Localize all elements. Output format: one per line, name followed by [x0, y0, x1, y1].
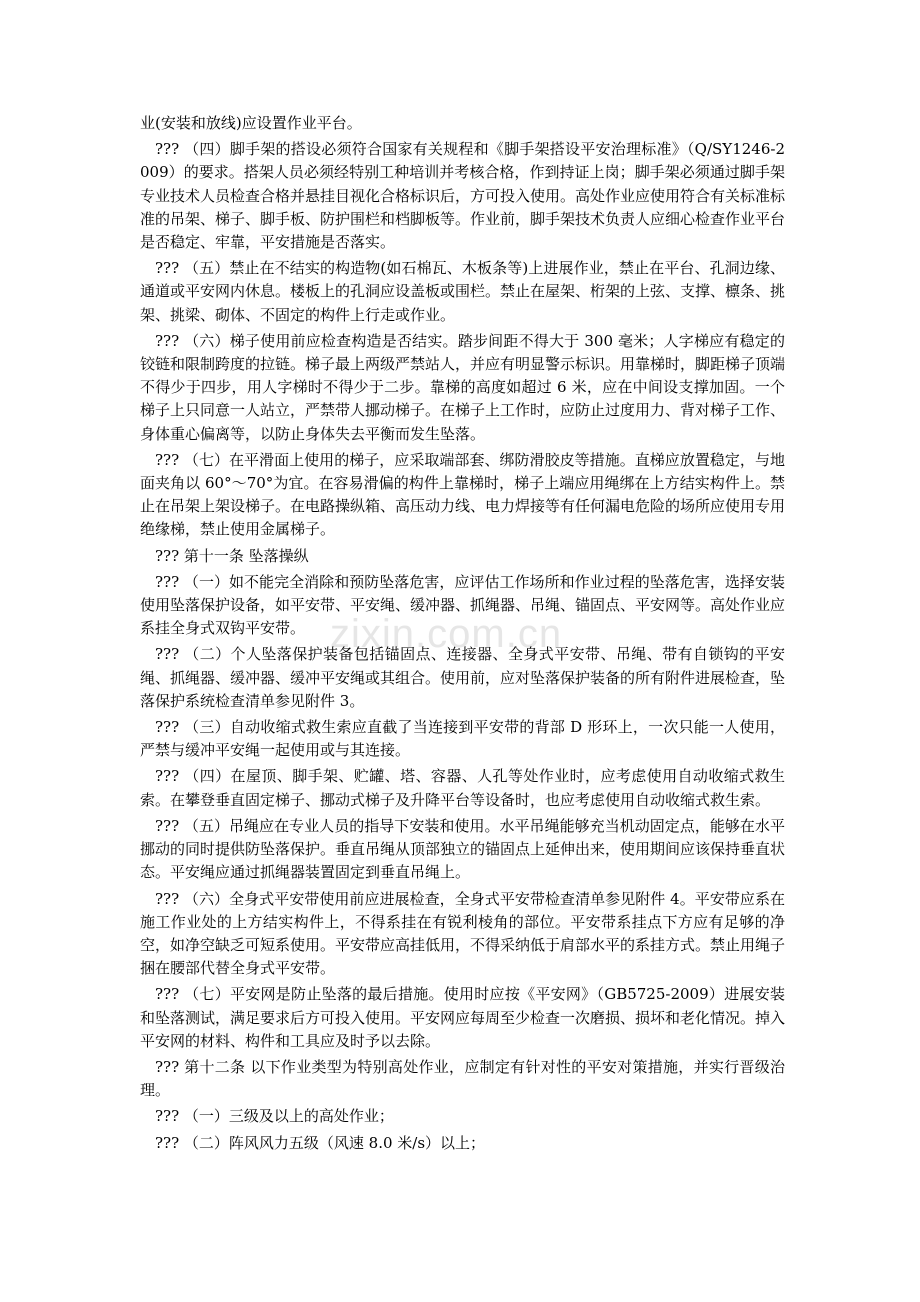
paragraph: ??? （七）平安网是防止坠落的最后措施。使用时应按《平安网》（GB5725-2009）进展安装和坠落测试，满足要求后方可投入使用。平安网应每周至少检查一次磨损、损坏和老化情况。掉入平安网的材料、构件和工具应及时予以去除。 [140, 985, 786, 1050]
section-heading: ??? 第十二条 以下作业类型为特别高处作业，应制定有针对性的平安对策措施，并实行晋级治理。 [140, 1057, 785, 1100]
paragraph: ??? （六）全身式平安带使用前应进展检查，全身式平安带检查清单参见附件 4。平安带应系在施工作业处的上方结实构件上，不得系挂在有锐利棱角的部位。平安带系挂点下方应有足够的净空，如净空缺乏可短系使用。平安带应高挂低用，不得采纳低于肩部水平的系挂方式。禁止用绳子捆在腰部代替全身式平安带。 [140, 889, 786, 978]
document-body [140, 112, 785, 1158]
paragraph: ??? （二）个人坠落保护装备包括锚固点、连接器、全身式平安带、吊绳、带有自锁钩的平安绳、抓绳器、缓冲器、缓冲平安绳或其组合。使用前，应对坠落保护装备的所有附件进展检查，坠落保护系统检查清单参见附件 3。 [140, 645, 786, 710]
section-heading: ??? 第十一条 坠落操纵 [155, 546, 309, 565]
paragraph: 业(安装和放线)应设置作业平台。 [140, 114, 362, 132]
paragraph: ??? （四）脚手架的搭设必须符合国家有关规程和《脚手架搭设平安治理标准》（Q/SY1246-2009）的要求。搭架人员必须经特别工种培训并考核合格，作到持证上岗；脚手架必须通过脚手架专业技术人员检查合格并悬挂目视化合格标识后，方可投入使用。高处作业应使用符合有关标准标准的吊架、梯子、脚手板、防护围栏和档脚板等。作业前，脚手架技术负责人应细心检查作业平台是否稳定、牢靠，平安措施是否落实。 [140, 140, 786, 252]
paragraph: ??? （三）自动收缩式救生索应直截了当连接到平安带的背部 D 形环上，一次只能一人使用，严禁与缓冲平安绳一起使用或与其连接。 [140, 718, 785, 760]
paragraph: ??? （五）吊绳应在专业人员的指导下安装和使用。水平吊绳能够充当机动固定点，能够在水平挪动的同时提供防坠落保护。垂直吊绳从顶部独立的锚固点上延伸出来，使用期间应该保持垂直状态。平安绳应通过抓绳器装置固定到垂直吊绳上。 [140, 816, 786, 882]
paragraph: ??? （一）如不能完全消除和预防坠落危害，应评估工作场所和作业过程的坠落危害，选择安装使用坠落保护设备，如平安带、平安绳、缓冲器、抓绳器、吊绳、锚固点、平安网等。高处作业应系挂全身式双钩平安带。 [140, 572, 786, 638]
paragraph: ??? （五）禁止在不结实的构造物(如石棉瓦、木板条等)上进展作业，禁止在平台、孔洞边缘、通道或平安网内休息。楼板上的孔洞应设盖板或围栏。禁止在屋架、桁架的上弦、支撑、檩条、挑架、挑梁、砌体、不固定的构件上行走或作业。 [140, 259, 786, 324]
paragraph: ??? （四）在屋顶、脚手架、贮罐、塔、容器、人孔等处作业时，应考虑使用自动收缩式救生索。在攀登垂直固定梯子、挪动式梯子及升降平台等设备时，也应考虑使用自动收缩式救生索。 [140, 767, 785, 809]
paragraph: ??? （七）在平滑面上使用的梯子，应采取端部套、绑防滑胶皮等措施。直梯应放置稳定，与地面夹角以 60°～70°为宜。在容易滑偏的构件上靠梯时，梯子上端应用绳绑在上方结实构件上。禁止在吊架上架设梯子。在电路操纵箱、高压动力线、电力焊接等有任何漏电危险的场所应使用专用绝缘梯，禁止使用金属梯子。 [140, 450, 786, 539]
list-item: ??? （二）阵风风力五级（风速 8.0 米/s）以上； [155, 1133, 486, 1152]
paragraph: ??? （六）梯子使用前应检查构造是否结实。踏步间距不得大于 300 毫米；人字梯应有稳定的铰链和限制跨度的拉链。梯子最上两级严禁站人，并应有明显警示标识。用靠梯时，脚距梯子顶端不得少于四步，用人字梯时不得少于二步。靠梯的高度如超过 6 米，应在中间设支撑加固。一个梯子上只同意一人站立，严禁带人挪动梯子。在梯子上工作时，应防止过度用力、背对梯子工作、身体重心偏离等，以防止身体失去平衡而发生坠落。 [140, 331, 786, 443]
list-item: ??? （一）三级及以上的高处作业； [155, 1107, 394, 1126]
watermark: zixin.com.cn [330, 612, 563, 656]
